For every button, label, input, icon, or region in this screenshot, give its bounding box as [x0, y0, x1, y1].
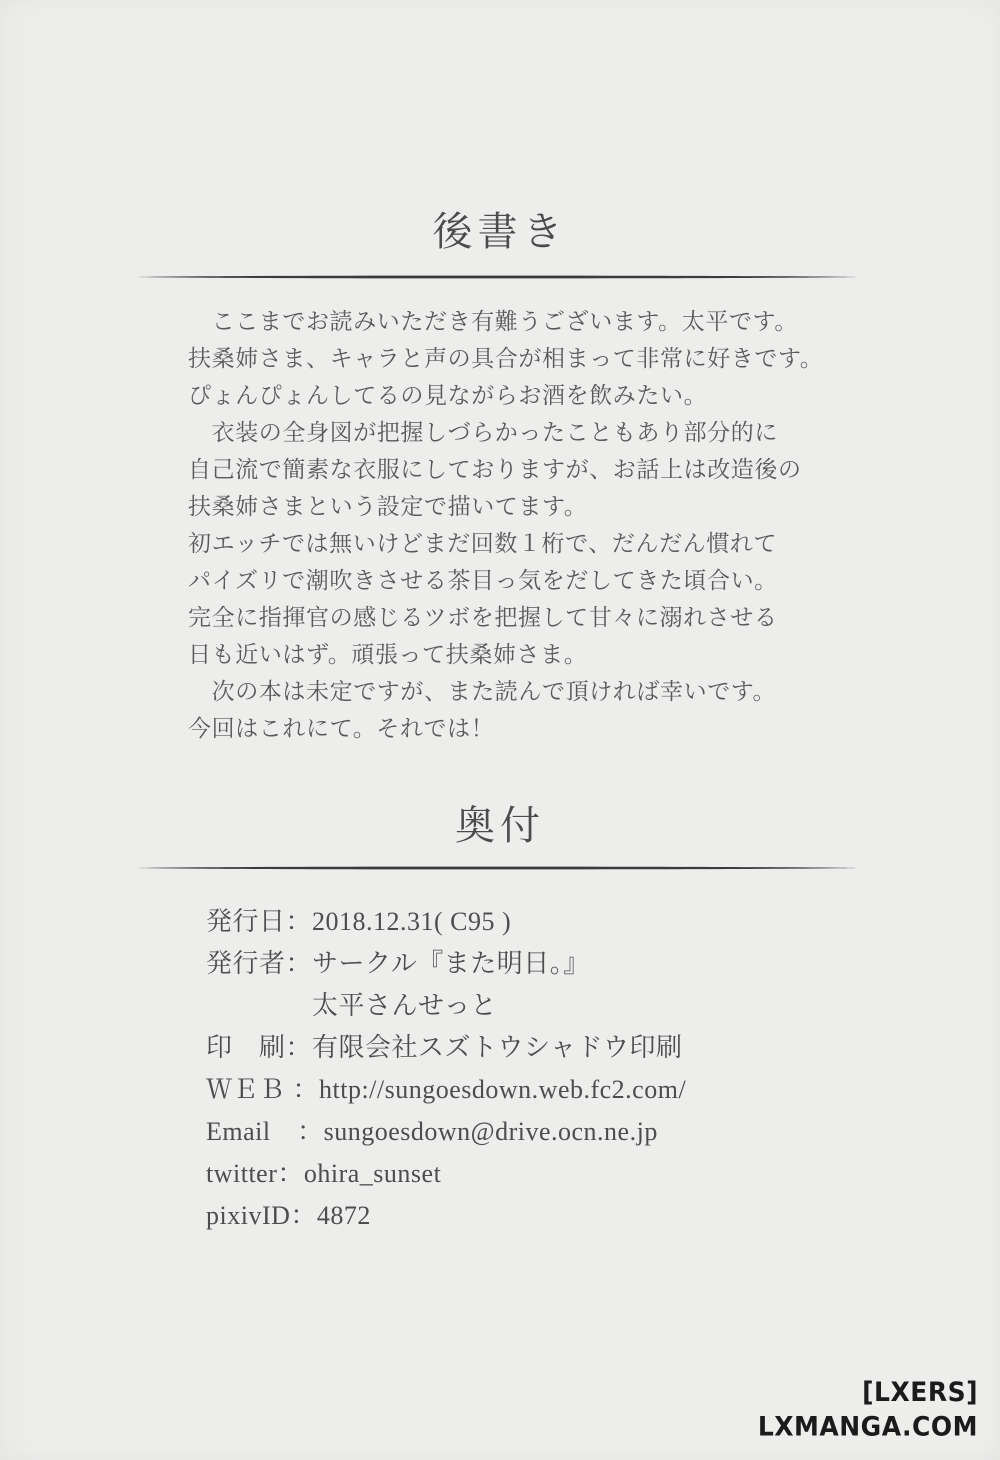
- tapered-divider-line: [137, 273, 857, 281]
- colophon-printer: 印 刷：有限会社スズトウシャドウ印刷: [206, 1033, 683, 1062]
- colophon-web-url: ＷＥＢ ：http://sungoesdown.web.fc2.com/: [206, 1075, 687, 1104]
- afterword-line: 初エッチでは無いけどまだ回数１桁で、だんだん慣れて: [188, 531, 778, 556]
- afterword-line: 扶桑姉さまという設定で描いてます。: [188, 494, 588, 519]
- watermark-site: LXMANGA.COM: [757, 1410, 978, 1442]
- afterword-line: 扶桑姉さま、キャラと声の具合が相まって非常に好きです。: [188, 346, 824, 371]
- colophon-title: 奥付: [455, 803, 545, 848]
- watermark: [758, 1375, 978, 1444]
- colophon-publish-date: 発行日：2018.12.31( C95 ): [206, 907, 512, 936]
- colophon-publisher: 発行者：サークル『また明日。』: [206, 949, 590, 978]
- afterword-line: パイズリで潮吹きさせる茶目っ気をだしてきた頃合い。: [188, 568, 778, 593]
- colophon-author: 太平さんせっと: [206, 991, 497, 1020]
- afterword-title: 後書き: [432, 209, 568, 254]
- afterword-line: 今回はこれにて。それでは！: [188, 716, 495, 741]
- afterword-body: [188, 303, 848, 747]
- watermark-tag: [LXERS]: [862, 1375, 978, 1408]
- afterword-line: ここまでお読みいただき有難うございます。太平です。: [188, 309, 798, 334]
- afterword-line: 次の本は未定ですが、また読んで頂ければ幸いです。: [188, 679, 777, 704]
- afterword-line: 日も近いはず。頑張って扶桑姉さま。: [188, 642, 588, 667]
- afterword-line: 衣装の全身図が把握しづらかったこともあり部分的に: [188, 420, 778, 445]
- colophon-pixiv-id: pixivID：4872: [206, 1201, 371, 1230]
- afterword-line: 自己流で簡素な衣服にしておりますが、お話上は改造後の: [188, 457, 802, 482]
- colophon-details: [206, 901, 866, 1237]
- tapered-divider-line: [137, 864, 857, 872]
- afterword-line: 完全に指揮官の感じるツボを把握して甘々に溺れさせる: [188, 605, 778, 630]
- colophon-email: Email ：sungoesdown@drive.ocn.ne.jp: [206, 1117, 658, 1146]
- afterword-line: ぴょんぴょんしてるの見ながらお酒を飲みたい。: [188, 383, 708, 408]
- colophon-twitter: twitter：ohira_sunset: [206, 1159, 442, 1188]
